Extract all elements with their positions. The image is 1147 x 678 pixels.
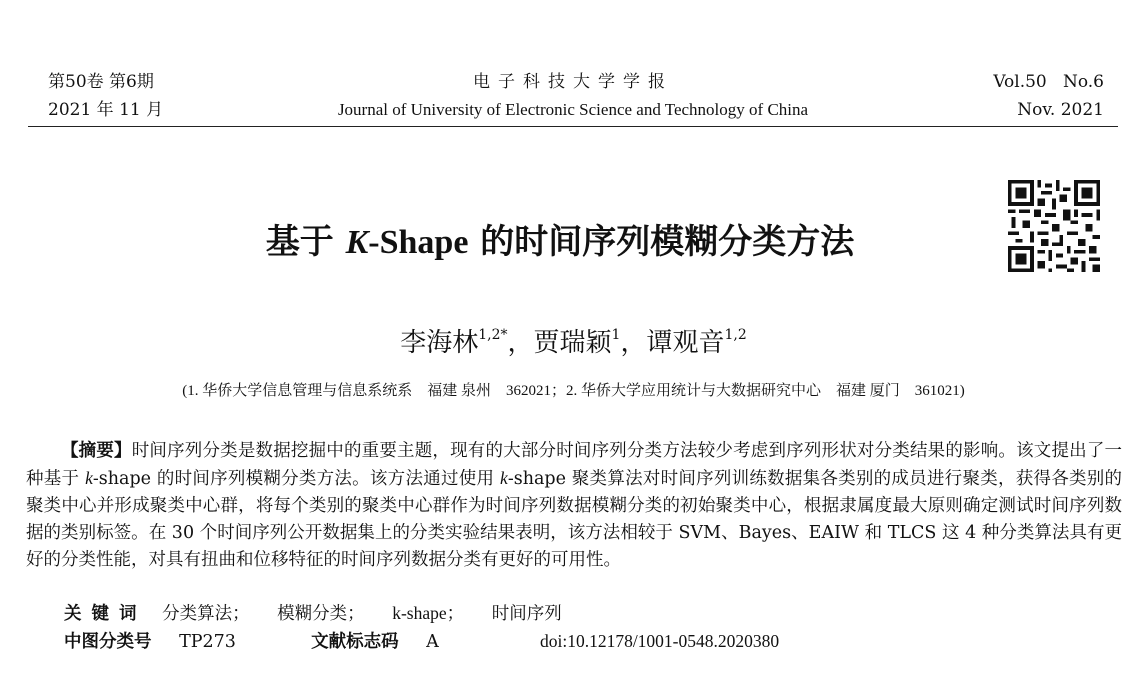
affiliation: (1. 华侨大学信息管理与信息系统系 福建 泉州 362021；2. 华侨大学应用统计与大数据研究中心 福建 厦门 361021) <box>182 383 965 399</box>
journal-header <box>28 68 1118 127</box>
abstract <box>26 438 1122 574</box>
author-affiliation-mark: 1,2 <box>724 327 747 343</box>
title-prefix: 基于 <box>265 222 346 262</box>
keywords-row <box>64 600 584 627</box>
keyword-item: 分类算法； <box>162 604 250 624</box>
classification-row <box>64 628 779 655</box>
author-name: 谭观音 <box>646 328 725 358</box>
header-right <box>993 68 1104 124</box>
paper-title <box>0 212 1120 273</box>
title-suffix: 的时间序列模糊分类方法 <box>468 222 855 262</box>
title-shape: -Shape <box>368 224 469 261</box>
author-list <box>0 315 1147 363</box>
doc-code-label: 文献标志码 <box>311 632 399 652</box>
keywords-label: 关键词 <box>64 604 147 624</box>
keyword-item: 时间序列 <box>491 604 562 624</box>
author-name: 贾瑞颖 <box>533 328 612 358</box>
abstract-k-italic: k <box>500 468 508 488</box>
date-cn: 2021 年 11 月 <box>48 100 164 120</box>
volume-en: Vol.50 No.6 <box>993 72 1104 92</box>
abstract-k-italic: k <box>85 468 93 488</box>
abstract-text: -shape 聚类算法对时间序列训练数据集各类别的成员进行聚类，获得各类别的聚类中心并形成聚类中心群，将每个类别的聚类中心群作为时间序列数据模糊分类的初始聚类中心，根据隶属度最大原则确定测试时间序列数据的类别标签。在 30 个时间序列公开数据集上的分类实验结果表明，该方法相较于 SVM、Bayes、EAIW 和 TLCS 这 4 种分类算法具有更好的分类性能，对具有扭曲和位移特征的时间序列数据分类有更好的可用性。 <box>26 469 1122 570</box>
journal-name-cn: 电子科技大学学报 <box>473 72 673 92</box>
clc-label: 中图分类号 <box>64 632 152 652</box>
keyword-item: k-shape； <box>392 603 465 623</box>
abstract-text: -shape 的时间序列模糊分类方法。该方法通过使用 <box>92 469 501 489</box>
abstract-text: 时间序列分类是数据挖掘中的重要主题，现有的大部分时间序列分类方法较少考虑到序列形状对分类结果的影响。该文提出了一种基于 <box>26 441 1122 489</box>
author-name: 李海林 <box>400 328 479 358</box>
doi-link[interactable]: doi:10.12178/1001-0548.2020380 <box>539 631 780 651</box>
header-center <box>28 68 1118 124</box>
author-separator: ， <box>507 328 534 358</box>
title-k: K <box>345 224 369 261</box>
keyword-item: 模糊分类； <box>277 604 365 624</box>
doc-code-value: A <box>426 632 439 652</box>
date-en: Nov. 2021 <box>1017 100 1104 120</box>
abstract-label: 【摘要】 <box>61 441 132 461</box>
author-separator: ， <box>620 328 647 358</box>
author-affiliation-mark: 1,2* <box>478 327 508 343</box>
volume-cn: 第50卷 第6期 <box>48 72 154 92</box>
journal-name-en: Journal of University of Electronic Science and Technology of China <box>337 100 809 119</box>
clc-value: TP273 <box>179 632 236 652</box>
author-affiliation-mark: 1 <box>611 327 621 343</box>
